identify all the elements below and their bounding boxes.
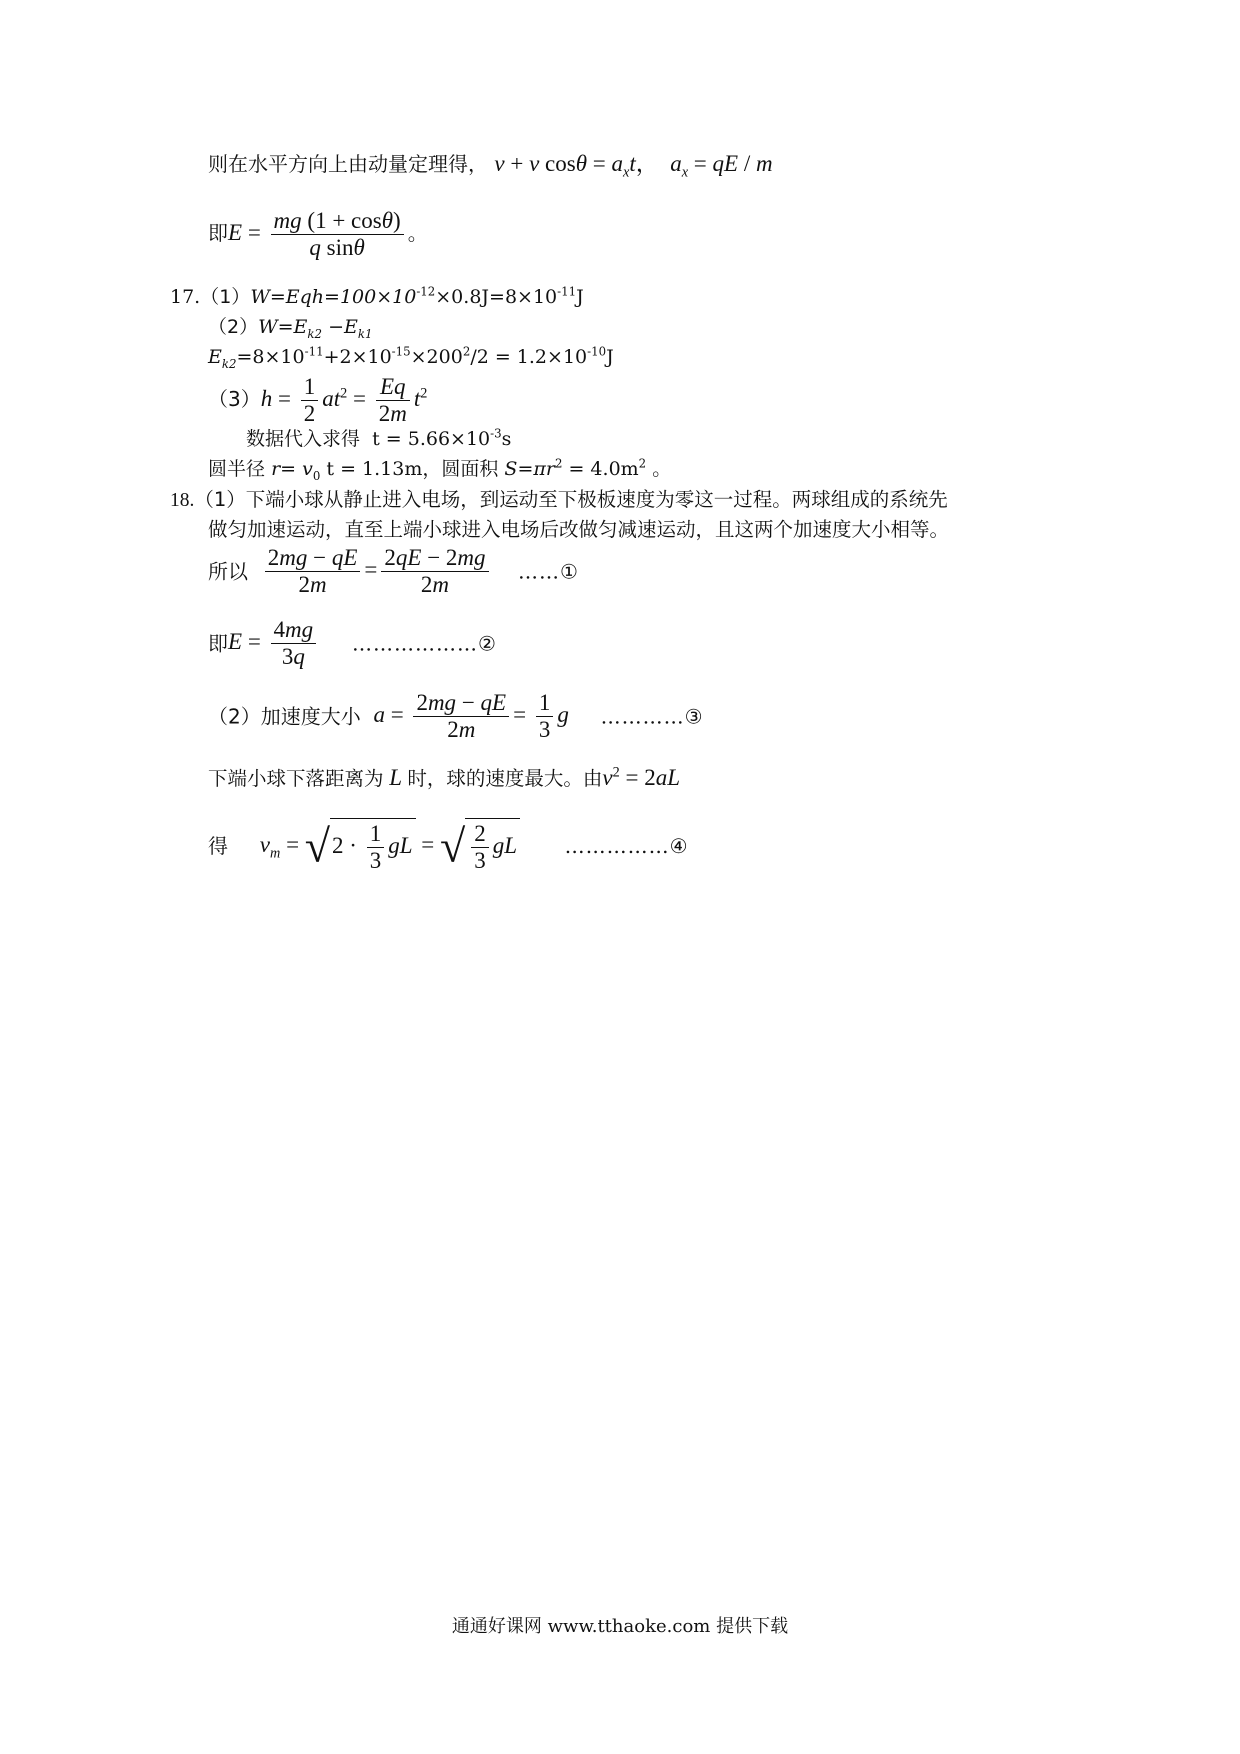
field-strength-formula: E = $\frac{4mg}{3q}$: [228, 629, 320, 654]
radius-value: t = 1.13m，: [326, 458, 442, 480]
kinematics-formula: $v^2 = 2aL$: [602, 764, 681, 790]
p18-part1-line2: [208, 520, 949, 540]
area-formula: S=πr: [504, 458, 555, 480]
exponent: 2: [462, 344, 471, 359]
exponent: -15: [391, 344, 411, 359]
energy-difference: $W=E_{k2} -E_{k1}$: [258, 316, 373, 341]
p18-text-2: 做匀加速运动，直至上端小球进入电场后改做匀减速运动，且这两个加速度大小相等。: [208, 518, 950, 541]
max-speed-text: 时，球的速度最大。由: [407, 767, 603, 790]
equation-marker-3: …………③: [600, 704, 704, 729]
field-result-formula: E = $\frac{mg (1 + \cos\theta)}{\text{q sinθ}}$: [228, 220, 408, 245]
ek2-symbol: $E_{k2}$: [208, 346, 237, 371]
p17-part1: [170, 284, 584, 308]
p18-eq2: [208, 617, 497, 671]
period: 。: [407, 221, 428, 246]
work-expression-mid: ×0.8J=8×10: [435, 286, 558, 308]
ji-text: 即: [208, 631, 228, 656]
p18-eq4: [208, 818, 689, 875]
part-1-label: （1）: [200, 286, 251, 308]
exponent: -12: [416, 284, 436, 299]
exponent: -11: [304, 344, 324, 359]
p18-eq3: [208, 690, 704, 744]
equation-marker-4: ……………④: [564, 834, 689, 859]
acceleration-equality: $\frac{2mg - qE}{2m}$ = $\frac{2qE - 2mg}{2m}$: [261, 557, 493, 582]
length-symbol: L: [383, 765, 408, 790]
acceleration-formula: a = $\frac{2mg - qE}{2m}$ = $\frac{1}{3}$ g: [373, 690, 569, 743]
radius-label: 圆半径: [208, 458, 266, 480]
ji-text: 即: [208, 221, 228, 246]
p17-part2: [208, 316, 373, 341]
question-number-18: 18.: [170, 490, 195, 511]
part-2-label: （2）: [208, 316, 259, 338]
period: 。: [646, 458, 672, 480]
ek2-b: +2×10: [323, 346, 392, 368]
fall-distance-text: 下端小球下落距离为: [208, 767, 384, 790]
acceleration-label: （2）加速度大小: [208, 704, 361, 729]
radius-symbol: r= v: [271, 458, 313, 480]
time-value: t = 5.66×10: [372, 428, 491, 450]
ek2-d: /2 = 1.2×10: [470, 346, 588, 368]
p18-eq1: [208, 545, 579, 599]
p17-part3: [208, 374, 427, 428]
equation-marker-1: ……①: [517, 559, 579, 584]
momentum-line: [208, 151, 773, 181]
ek2-a: =8×10: [236, 346, 305, 368]
footer-text: 通通好课网 www.tthaoke.com 提供下载: [451, 1616, 789, 1637]
ek2-c: ×200: [410, 346, 463, 368]
unit: J: [576, 286, 584, 308]
p18-part1-line1: [170, 490, 948, 511]
area-value: = 4.0m: [562, 458, 639, 480]
exponent: -10: [587, 344, 607, 359]
displacement-formula: h = $\frac{1}{2}$ $at^2$ = $\frac{Eq}{2m}$ $t^2$: [260, 374, 428, 427]
p18-max-speed-text: [208, 766, 680, 789]
page-footer: [0, 1612, 1240, 1638]
unit: s: [501, 428, 512, 450]
momentum-formula: v + v $\cos\theta = a_xt$， $a_x$ = qE / m: [494, 151, 773, 181]
exponent: -11: [557, 284, 577, 299]
exponent: -3: [490, 426, 502, 441]
area-label: 圆面积: [441, 458, 499, 480]
data-substitution-text: 数据代入求得: [246, 428, 361, 450]
p18-text-1: （1）下端小球从静止进入电场，到运动至下极板速度为零这一过程。两球组成的系统先: [194, 488, 948, 511]
p17-ek2-line: [208, 344, 614, 371]
max-speed-formula: $v_m = √2$ · $\frac{1}{3}$ gL = √ $\frac{2}{3}$ gL: [260, 832, 520, 857]
p17-time-line: [246, 426, 512, 450]
momentum-text: 则在水平方向上由动量定理得，: [208, 152, 488, 176]
equation-marker-2: ………………②: [351, 631, 497, 656]
so-text: 所以: [208, 559, 248, 584]
work-expression: W=Eqh=100×10: [250, 286, 417, 308]
question-number-17: 17.: [170, 286, 201, 308]
unit: J: [606, 346, 614, 368]
field-result-line: [208, 208, 428, 262]
de-text: 得: [208, 834, 228, 859]
p17-radius-line: 圆半径 $r= v_0$ t = 1.13m，圆面积 $S=\pi r^2 = 4.0m^2$ 。: [208, 456, 672, 483]
part-3-label: （3）: [208, 387, 261, 412]
